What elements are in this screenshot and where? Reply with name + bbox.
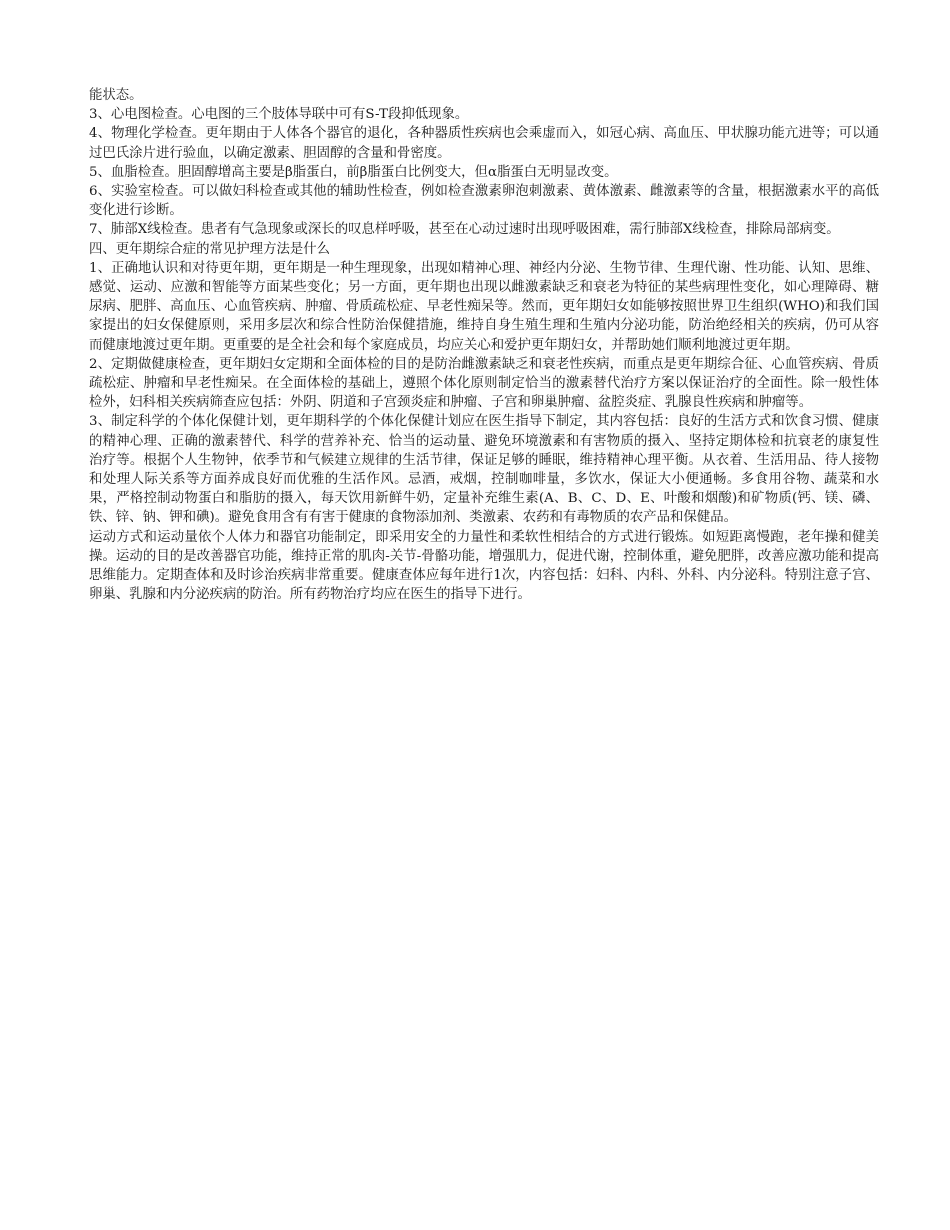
paragraph-care-3: 3、制定科学的个体化保健计划，更年期科学的个体化保健计划应在医生指导下制定，其内容包括：良好的生活方式和饮食习惯、健康的精神心理、正确的激素替代、科学的营养补充、恰当的运动量、避免环境激素和有害物质的摄入、坚持定期体检和抗衰老的康复性治疗等。根据个人生物钟，依季节和气候建立规律的生活节律，保证足够的睡眠，维持精神心理平衡。从衣着、生活用品、待人接物和处理人际关系等方面养成良好而优雅的生活作风。忌酒，戒烟，控制咖啡量，多饮水，保证大小便通畅。多食用谷物、蔬菜和水果，严格控制动物蛋白和脂肪的摄入，每天饮用新鲜牛奶，定量补充维生素(A、B、C、D、E、叶酸和烟酸)和矿物质(钙、镁、磷、铁、锌、钠、钾和碘)。避免食用含有有害于健康的食物添加剂、类激素、农药和有毒物质的农产品和保健品。	[89, 414, 879, 526]
paragraph-ecg-check: 3、心电图检查。心电图的三个肢体导联中可有S-T段抑低现象。	[89, 107, 469, 123]
paragraph-lung-xray-check: 7、肺部X线检查。患者有气急现象或深长的叹息样呼吸，甚至在心动过速时出现呼吸困难，需行肺部X线检查，排除局部病变。	[89, 222, 840, 238]
paragraph-physical-chemical-check: 4、物理化学检查。更年期由于人体各个器官的退化，各种器质性疾病也会乘虚而入，如冠心病、高血压、甲状腺功能亢进等；可以通过巴氏涂片进行验血，以确定激素、胆固醇的含量和骨密度。	[89, 126, 879, 161]
paragraph-blood-lipid-check: 5、血脂检查。胆固醇增高主要是β脂蛋白，前β脂蛋白比例变大，但α脂蛋白无明显改变。	[89, 164, 618, 180]
document-body	[89, 86, 879, 604]
section-heading: 四、更年期综合症的常见护理方法是什么	[89, 241, 331, 257]
paragraph-continuation: 能状态。	[89, 88, 143, 103]
paragraph-care-2: 2、定期做健康检查，更年期妇女定期和全面体检的目的是防治雌激素缺乏和衰老性疾病，而重点是更年期综合征、心血管疾病、骨质疏松症、肿瘤和早老性痴呆。在全面体检的基础上，遵照个体化原则制定恰当的激素替代治疗方案以保证治疗的全面性。除一般性体检外，妇科相关疾病筛查应包括：外阴、阴道和子宫颈炎症和肿瘤、子宫和卵巢肿瘤、盆腔炎症、乳腺良性疾病和肿瘤等。	[89, 356, 879, 411]
paragraph-lab-check: 6、实验室检查。可以做妇科检查或其他的辅助性检查，例如检查激素卵泡刺激素、黄体激素、雌激素等的含量，根据激素水平的高低变化进行诊断。	[89, 184, 879, 219]
paragraph-exercise: 运动方式和运动量依个人体力和器官功能制定，即采用安全的力量性和柔软性相结合的方式进行锻炼。如短距离慢跑，老年操和健美操。运动的目的是改善器官功能，维持正常的肌肉-关节-骨骼功能，增强肌力，促进代谢，控制体重，避免肥胖，改善应激功能和提高思维能力。定期查体和及时诊治疾病非常重要。健康查体应每年进行1次，内容包括：妇科、内科、外科、内分泌科。特别注意子宫、卵巢、乳腺和内分泌疾病的防治。所有药物治疗均应在医生的指导下进行。	[89, 529, 879, 603]
paragraph-care-1: 1、正确地认识和对待更年期，更年期是一种生理现象，出现如精神心理、神经内分泌、生物节律、生理代谢、性功能、认知、思维、感觉、运动、应激和智能等方面某些变化；另一方面，更年期也出现以雌激素缺乏和衰老为特征的某些病理性变化，如心理障碍、糖尿病、肥胖、高血压、心血管疾病、肿瘤、骨质疏松症、早老性痴呆等。然而，更年期妇女如能够按照世界卫生组织(WHO)和我们国家提出的妇女保健原则，采用多层次和综合性防治保健措施，维持自身生殖生理和生殖内分泌功能，防治绝经相关的疾病，仍可从容而健康地渡过更年期。更重要的是全社会和每个家庭成员，均应关心和爱护更年期妇女，并帮助她们顺利地渡过更年期。	[89, 260, 879, 353]
